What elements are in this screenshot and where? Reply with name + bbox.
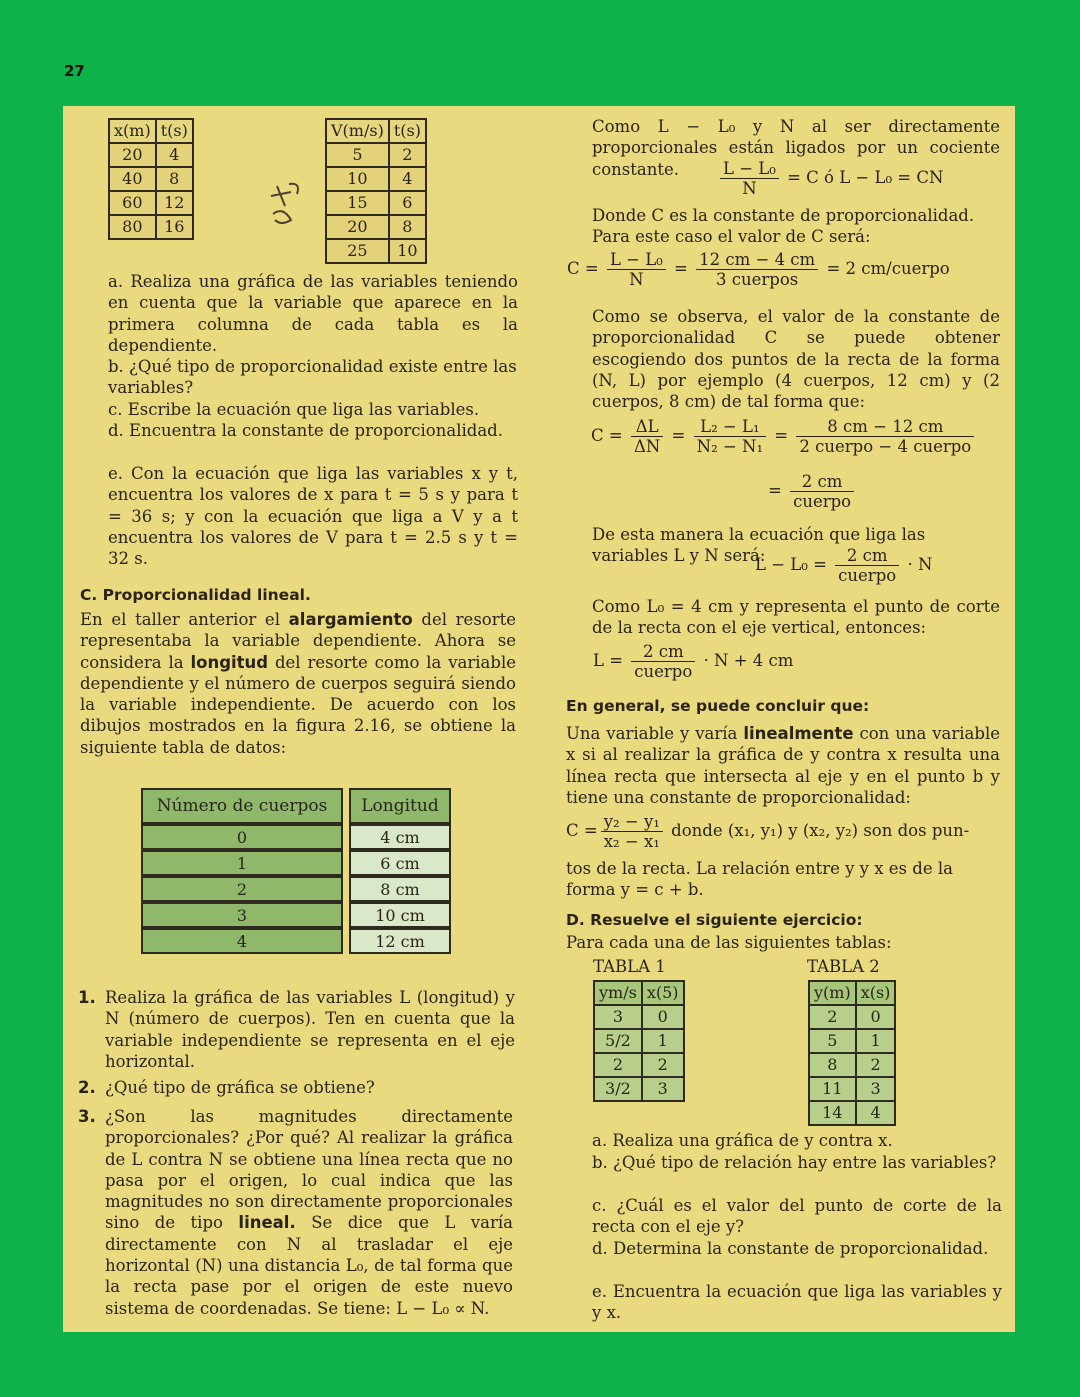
d-task-a: a. Realiza una gráfica de y contra x. [592, 1131, 893, 1150]
d-task-b: b. ¿Qué tipo de relación hay entre las variables? [592, 1153, 997, 1172]
equation-1: $\frac{\text{L − L₀}}{N}$ = C ó L − L₀ = CN [717, 159, 943, 198]
table-cell: 5 [326, 143, 389, 167]
general-heading: En general, se puede concluir que: [566, 697, 870, 715]
table-cell: 1 [856, 1029, 896, 1053]
table-header: t(s) [156, 119, 193, 143]
table-cell: 10 [326, 167, 389, 191]
equation-3b: = $\frac{2 cm}{\text{cuerpo}}$ [768, 472, 857, 511]
table-cell: 6 cm [349, 850, 451, 876]
table-cell: 16 [156, 215, 193, 239]
task-b: b. ¿Qué tipo de proporcionalidad existe entre las variables? [108, 357, 517, 398]
equation-6: C = $\frac{\text{y₂ − y₁}}{\text{x₂ − x₁}}$ donde (x₁, y₁) y (x₂, y₂) son dos pun- [566, 812, 970, 851]
equation-2: C = $\frac{\text{L − L₀}}{N}$ = $\frac{12 cm - 4 cm}{\text{3 cuerpos}}$ = 2 cm/cuerpo [567, 250, 950, 289]
table-cell: 4 [141, 928, 343, 954]
table-cell: 12 cm [349, 928, 451, 954]
table-cell: 2 [856, 1053, 896, 1077]
d-task-e: e. Encuentra la ecuación que liga las variables y y x. [592, 1282, 1002, 1323]
d-task-c: c. ¿Cuál es el valor del punto de corte de la recta con el eje y? [592, 1196, 1002, 1237]
table-cell: 0 [642, 1005, 684, 1029]
table-cell: 20 [326, 215, 389, 239]
table-cell: 4 [856, 1101, 896, 1125]
linear-definition-end: tos de la recta. La relación entre y y x es de la forma y = c + b. [566, 859, 953, 900]
table-cell: 60 [109, 191, 156, 215]
table-header: t(s) [389, 119, 426, 143]
table-cell: 40 [109, 167, 156, 191]
table-cell: 8 [156, 167, 193, 191]
table-v-t [325, 118, 427, 264]
handwritten-mark-icon [263, 176, 313, 236]
table-cell: 0 [856, 1005, 896, 1029]
tabla-2-label: TABLA 2 [807, 957, 880, 976]
section-c-title: C. Proporcionalidad lineal. [80, 586, 311, 604]
table-cell: 3 [594, 1005, 642, 1029]
table-cell: 6 [389, 191, 426, 215]
table-header: ym/s [594, 981, 642, 1005]
intro-4: De esta manera la ecuación que liga las variables L y N será: [592, 525, 926, 566]
table-cell: 8 cm [349, 876, 451, 902]
intro-3: Como se observa, el valor de la constante de proporcionalidad C se puede obtener escogiendo dos puntos de la recta de la forma (N, L) por ejemplo (4 cuerpos, 12 cm) y (2 cuerpos, 8 cm) de tal forma que: [592, 307, 1000, 412]
section-d-title: D. Resuelve el siguiente ejercicio: [566, 911, 863, 929]
table-cell: 8 [389, 215, 426, 239]
table-cell: 3 [141, 902, 343, 928]
task-c: c. Escribe la ecuación que liga las variables. [108, 400, 480, 419]
question-1: 1. Realiza la gráfica de las variables L (longitud) y N (número de cuerpos). Ten en cuenta que la variable independiente se representa en el eje horizontal. [78, 988, 515, 1071]
tabla-2 [808, 980, 896, 1126]
equation-4: L − L₀ = $\frac{2 cm}{\text{cuerpo}}$ · N [755, 546, 933, 585]
task-e: e. Con la ecuación que liga las variables x y t, encuentra los valores de x para t = 5 s y para t = 36 s; y con la ecuación que liga a V y a t encuentra los valores de V para t = 2.5 s y t = 32 s. [108, 464, 518, 569]
green-data-table [141, 788, 451, 954]
equation-3: C = $\frac{\Delta L}{\Delta N}$ = $\frac{\text{L₂ − L₁}}{\text{N₂ − N₁}}$ = $\frac{8 cm - 12 cm}{\text{2 cuerpo − 4 cuerpo}}$ [591, 417, 977, 456]
intro-2: Donde C es la constante de proporcionalidad. Para este caso el valor de C será: [592, 206, 975, 247]
table-x-t [108, 118, 194, 240]
table-cell: 1 [642, 1029, 684, 1053]
task-a: a. Realiza una gráfica de las variables teniendo en cuenta que la variable que aparece en la primera columna de cada tabla es la dependiente. [108, 272, 518, 355]
table-header: x(s) [856, 981, 896, 1005]
table-cell: 10 cm [349, 902, 451, 928]
intro-5: Como L₀ = 4 cm y representa el punto de corte de la recta con el eje vertical, entonces: [592, 597, 1000, 638]
table-cell: 11 [809, 1077, 856, 1101]
table-cell: 10 [389, 239, 426, 263]
table-cell: 8 [809, 1053, 856, 1077]
table-cell: 1 [141, 850, 343, 876]
tabla-1-label: TABLA 1 [593, 957, 666, 976]
section-c-text: En el taller anterior el alargamiento del resorte representaba la variable dependiente. Ahora se considera la longitud del resorte como la variable dependiente y el número de cuerpos seguirá siendo la variable independiente. De acuerdo con los dibujos mostrados en la figura 2.16, se obtiene la siguiente tabla de datos: [80, 610, 517, 757]
table-cell: 15 [326, 191, 389, 215]
section-d-intro: Para cada una de las siguientes tablas: [566, 933, 892, 952]
table-cell: 0 [141, 824, 343, 850]
question-2: 2. ¿Qué tipo de gráfica se obtiene? [78, 1078, 375, 1097]
table-cell: 4 [156, 143, 193, 167]
table-cell: 80 [109, 215, 156, 239]
table-cell: 3/2 [594, 1077, 642, 1101]
table-cell: 5 [809, 1029, 856, 1053]
table-cell: 2 [141, 876, 343, 902]
table-cell: 20 [109, 143, 156, 167]
tabla-1 [593, 980, 685, 1102]
table-header: Número de cuerpos [141, 788, 343, 824]
table-cell: 2 [594, 1053, 642, 1077]
table-header: Longitud [349, 788, 451, 824]
page-number: 27 [64, 62, 85, 80]
table-header: y(m) [809, 981, 856, 1005]
table-cell: 12 [156, 191, 193, 215]
table-cell: 25 [326, 239, 389, 263]
table-cell: 3 [856, 1077, 896, 1101]
table-cell: 14 [809, 1101, 856, 1125]
table-cell: 5/2 [594, 1029, 642, 1053]
table-cell: 2 [642, 1053, 684, 1077]
linear-definition: Una variable y varía linealmente con una variable x si al realizar la gráfica de y contra x resulta una línea recta que intersecta al eje y en el punto b y tiene una constante de proporcionalidad: [566, 724, 1000, 807]
table-cell: 4 cm [349, 824, 451, 850]
table-header: V(m/s) [326, 119, 389, 143]
table-header: x(5) [642, 981, 684, 1005]
question-3: 3. ¿Son las magnitudes directamente proporcionales? ¿Por qué? Al realizar la gráfica de L contra N se obtiene una línea recta que no pasa por el origen, lo cual indica que las magnitudes no son directamente proporcionales sino de tipo lineal. Se dice que L varía directamente con N al trasladar el eje horizontal (N) una distancia L₀, de tal forma que la recta pase por el origen de este nuevo sistema de coordenadas. Se tiene: L − L₀ ∝ N. [78, 1107, 514, 1318]
table-header: x(m) [109, 119, 156, 143]
d-task-d: d. Determina la constante de proporcionalidad. [592, 1239, 989, 1258]
textbook-page [63, 106, 1015, 1332]
table-cell: 2 [389, 143, 426, 167]
table-cell: 4 [389, 167, 426, 191]
equation-5: L = $\frac{2 cm}{\text{cuerpo}}$ · N + 4 cm [593, 642, 794, 681]
table-cell: 2 [809, 1005, 856, 1029]
intro-1: Como L − L₀ y N al ser directamente proporcionales están ligados por un cociente constante. [592, 117, 1000, 179]
table-cell: 3 [642, 1077, 684, 1101]
task-d: d. Encuentra la constante de proporcionalidad. [108, 421, 503, 440]
